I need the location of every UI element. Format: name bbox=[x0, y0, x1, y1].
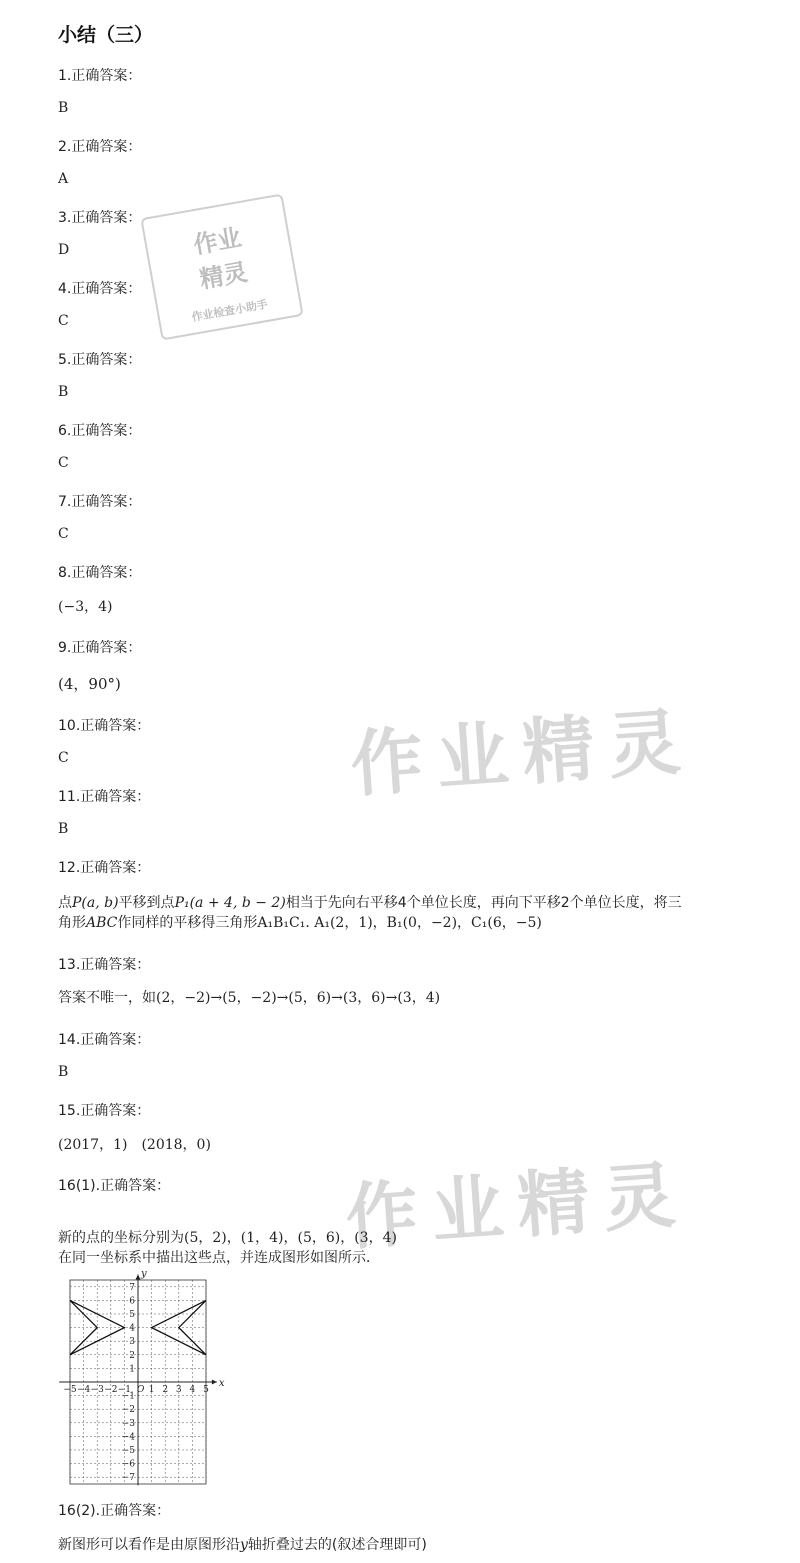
answer-text: 新图形可以看作是由原图形沿 bbox=[58, 1537, 240, 1553]
question-label: 6.正确答案： bbox=[58, 423, 142, 439]
tick-labels bbox=[63, 1269, 225, 1484]
y-tick-label: 4 bbox=[129, 1323, 135, 1334]
answer-16-1 bbox=[58, 1228, 748, 1268]
answer: D bbox=[58, 242, 70, 258]
x-tick-label: 1 bbox=[148, 1385, 155, 1395]
answer-text: 平移到点 bbox=[118, 895, 175, 911]
page-title: 小结（三） bbox=[58, 24, 154, 46]
answer-text: 轴折叠过去的(叙述合理即可) bbox=[247, 1537, 427, 1553]
answer: C bbox=[58, 455, 69, 471]
math-expr: y bbox=[240, 1537, 248, 1553]
question-label: 5.正确答案： bbox=[58, 352, 142, 368]
answer-16-2 bbox=[58, 1535, 748, 1555]
question-label: 4.正确答案： bbox=[58, 281, 142, 297]
y-tick-label: −1 bbox=[121, 1391, 135, 1402]
answer: B bbox=[58, 1064, 69, 1080]
y-tick-label: −5 bbox=[121, 1446, 135, 1456]
x-tick-label: 5 bbox=[203, 1385, 209, 1395]
question-label: 16(2).正确答案： bbox=[58, 1503, 171, 1519]
question-label: 15.正确答案： bbox=[58, 1103, 151, 1119]
y-tick-label: 2 bbox=[129, 1350, 135, 1361]
answer-text: 作同样的平移得三角形 bbox=[117, 915, 258, 931]
question-label: 11.正确答案： bbox=[58, 789, 151, 805]
stamp-line-2: 精灵 bbox=[197, 256, 250, 294]
watermark-text: 作业精灵 bbox=[342, 1152, 692, 1260]
answer-text: 相当于先向右平移4个单位长度，再向下平移2个单位长度，将三 bbox=[285, 895, 682, 911]
question-label: 8.正确答案： bbox=[58, 565, 142, 581]
answer: (4，90°) bbox=[58, 675, 121, 693]
answer-12 bbox=[58, 893, 748, 933]
answer: C bbox=[58, 313, 69, 329]
answer-text: 点 bbox=[58, 895, 72, 911]
x-tick-label: 2 bbox=[162, 1385, 169, 1395]
coordinate-graph bbox=[56, 1268, 226, 1484]
math-expr: (2，−2)→(5，−2)→(5，6)→(3，6)→(3，4) bbox=[156, 990, 441, 1006]
question-label: 1.正确答案： bbox=[58, 68, 142, 84]
x-tick-label: −5 bbox=[63, 1385, 77, 1395]
y-tick-label: 7 bbox=[129, 1282, 135, 1293]
stamp-line-1: 作业 bbox=[191, 222, 244, 260]
y-tick-label: 6 bbox=[129, 1296, 135, 1307]
question-label: 7.正确答案： bbox=[58, 494, 142, 510]
y-tick-label: −3 bbox=[121, 1418, 135, 1429]
y-tick-label: 5 bbox=[129, 1310, 135, 1320]
answer: B bbox=[58, 384, 69, 400]
y-tick-label: 1 bbox=[129, 1364, 135, 1375]
answer: B bbox=[58, 100, 69, 116]
question-label: 12.正确答案： bbox=[58, 860, 151, 876]
y-tick-label: −6 bbox=[121, 1459, 135, 1470]
y-tick-label: −2 bbox=[121, 1405, 135, 1416]
y-tick-label: 3 bbox=[129, 1337, 135, 1348]
answer: A bbox=[58, 171, 69, 187]
answer: C bbox=[58, 750, 69, 766]
answer: B bbox=[58, 821, 69, 837]
answer-text: 角形 bbox=[58, 915, 86, 931]
math-expr: P₁(a + 4, b − 2) bbox=[174, 895, 286, 911]
watermark-text: 作业精灵 bbox=[347, 699, 697, 807]
x-tick-label: −3 bbox=[90, 1385, 104, 1395]
x-axis-label: x bbox=[218, 1378, 225, 1389]
answer: (−3，4) bbox=[58, 599, 113, 615]
answer: C bbox=[58, 526, 69, 542]
x-tick-label: 4 bbox=[189, 1385, 196, 1395]
x-tick-label: −2 bbox=[104, 1385, 118, 1395]
x-tick-label: −1 bbox=[117, 1385, 132, 1395]
question-label: 14.正确答案： bbox=[58, 1032, 151, 1048]
x-axis-arrow bbox=[212, 1380, 217, 1385]
math-expr: (5，2)，(1，4)，(5，6)，(3，4) bbox=[184, 1230, 397, 1246]
x-tick-label: 3 bbox=[175, 1385, 182, 1395]
y-axis-label: y bbox=[141, 1268, 147, 1280]
question-label: 16(1).正确答案： bbox=[58, 1178, 171, 1194]
y-tick-label: −7 bbox=[121, 1473, 135, 1484]
math-expr: P(a, b) bbox=[72, 895, 119, 911]
question-label: 10.正确答案： bbox=[58, 718, 151, 734]
answer-text: 新的点的坐标分别为 bbox=[58, 1230, 184, 1246]
answer-13 bbox=[58, 988, 748, 1008]
question-label: 13.正确答案： bbox=[58, 957, 151, 973]
y-axis-arrow bbox=[136, 1275, 141, 1280]
answer: (2017，1) (2018，0) bbox=[58, 1137, 211, 1153]
question-label: 2.正确答案： bbox=[58, 139, 142, 155]
origin-label: O bbox=[137, 1385, 145, 1395]
answer-text: 答案不唯一，如 bbox=[58, 990, 156, 1006]
question-label: 3.正确答案： bbox=[58, 210, 142, 226]
x-tick-label: −4 bbox=[76, 1385, 91, 1395]
question-label: 9.正确答案： bbox=[58, 640, 142, 656]
stamp-line-3: 作业检查小助手 bbox=[190, 297, 269, 324]
math-expr: ABC bbox=[86, 915, 118, 931]
watermark-stamp bbox=[140, 193, 303, 340]
answer-text: 在同一坐标系中描出这些点，并连成图形如图所示． bbox=[58, 1250, 380, 1266]
math-expr: A₁B₁C₁. A₁(2，1)，B₁(0，−2)，C₁(6，−5) bbox=[257, 915, 542, 931]
y-tick-label: −4 bbox=[121, 1432, 135, 1443]
